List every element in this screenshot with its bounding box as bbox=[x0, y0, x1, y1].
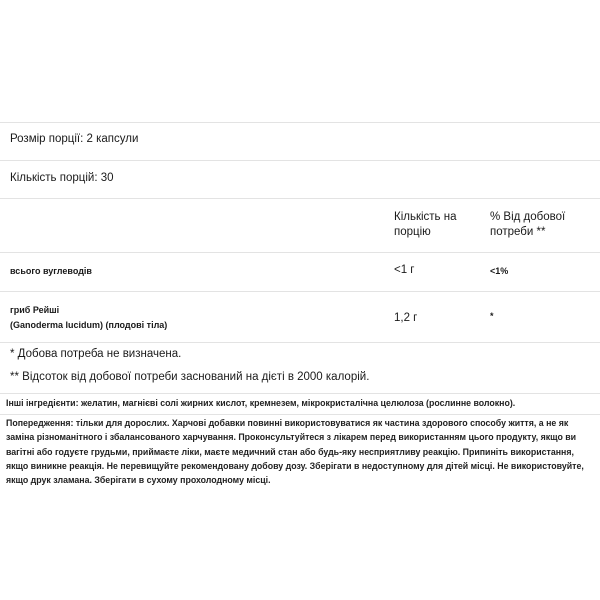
nutrient-daily-value: * bbox=[490, 311, 494, 321]
daily-value-header: % Від добової потреби ** bbox=[490, 211, 566, 238]
nutrient-daily-value: <1% bbox=[490, 266, 509, 276]
divider bbox=[0, 393, 600, 394]
footnote-daily-value-basis: ** Відсоток від добової потреби заснований на дієті в 2000 калорій. bbox=[10, 371, 370, 383]
nutrient-amount: 1,2 г bbox=[394, 312, 418, 324]
divider bbox=[0, 122, 600, 123]
divider bbox=[0, 198, 600, 199]
servings-per-container: Кількість порцій: 30 bbox=[10, 172, 114, 184]
divider bbox=[0, 291, 600, 292]
amount-per-serving-header: Кількість на порцію bbox=[394, 211, 457, 238]
warning-text: Попередження: тільки для дорослих. Харчові добавки повинні використовуватися як частина здорового способу життя, а не як заміна різноманітного і збалансованого харчування. Проконсультуйтеся з лікарем перед використанням цього продукту, якщо ви вагітні або годуєте грудьми, приймаєте ліки, маєте медичний стан або будь-яку несприятливу реакцію. Припиніть використання, якщо виникне реакція. Не перевищуйте рекомендовану добову дозу. Зберігати в недоступному для дітей місці. Не використовуйте, якщо друк зламана. Зберігати в сухому прохолодному місці. bbox=[6, 418, 584, 486]
footnote-no-daily-value: * Добова потреба не визначена. bbox=[10, 348, 182, 360]
serving-size: Розмір порції: 2 капсули bbox=[10, 133, 139, 145]
divider bbox=[0, 414, 600, 415]
nutrient-amount: <1 г bbox=[394, 264, 415, 276]
other-ingredients: Інші інгредієнти: желатин, магнієві солі жирних кислот, кремнезем, мікрокристалічна целюлоза (рослинне волокно). bbox=[6, 398, 516, 408]
nutrient-name: гриб Рейші (Ganoderma lucidum) (плодові тіла) bbox=[10, 305, 168, 330]
divider bbox=[0, 342, 600, 343]
divider bbox=[0, 160, 600, 161]
nutrient-name: всього вуглеводів bbox=[10, 266, 92, 276]
divider bbox=[0, 252, 600, 253]
